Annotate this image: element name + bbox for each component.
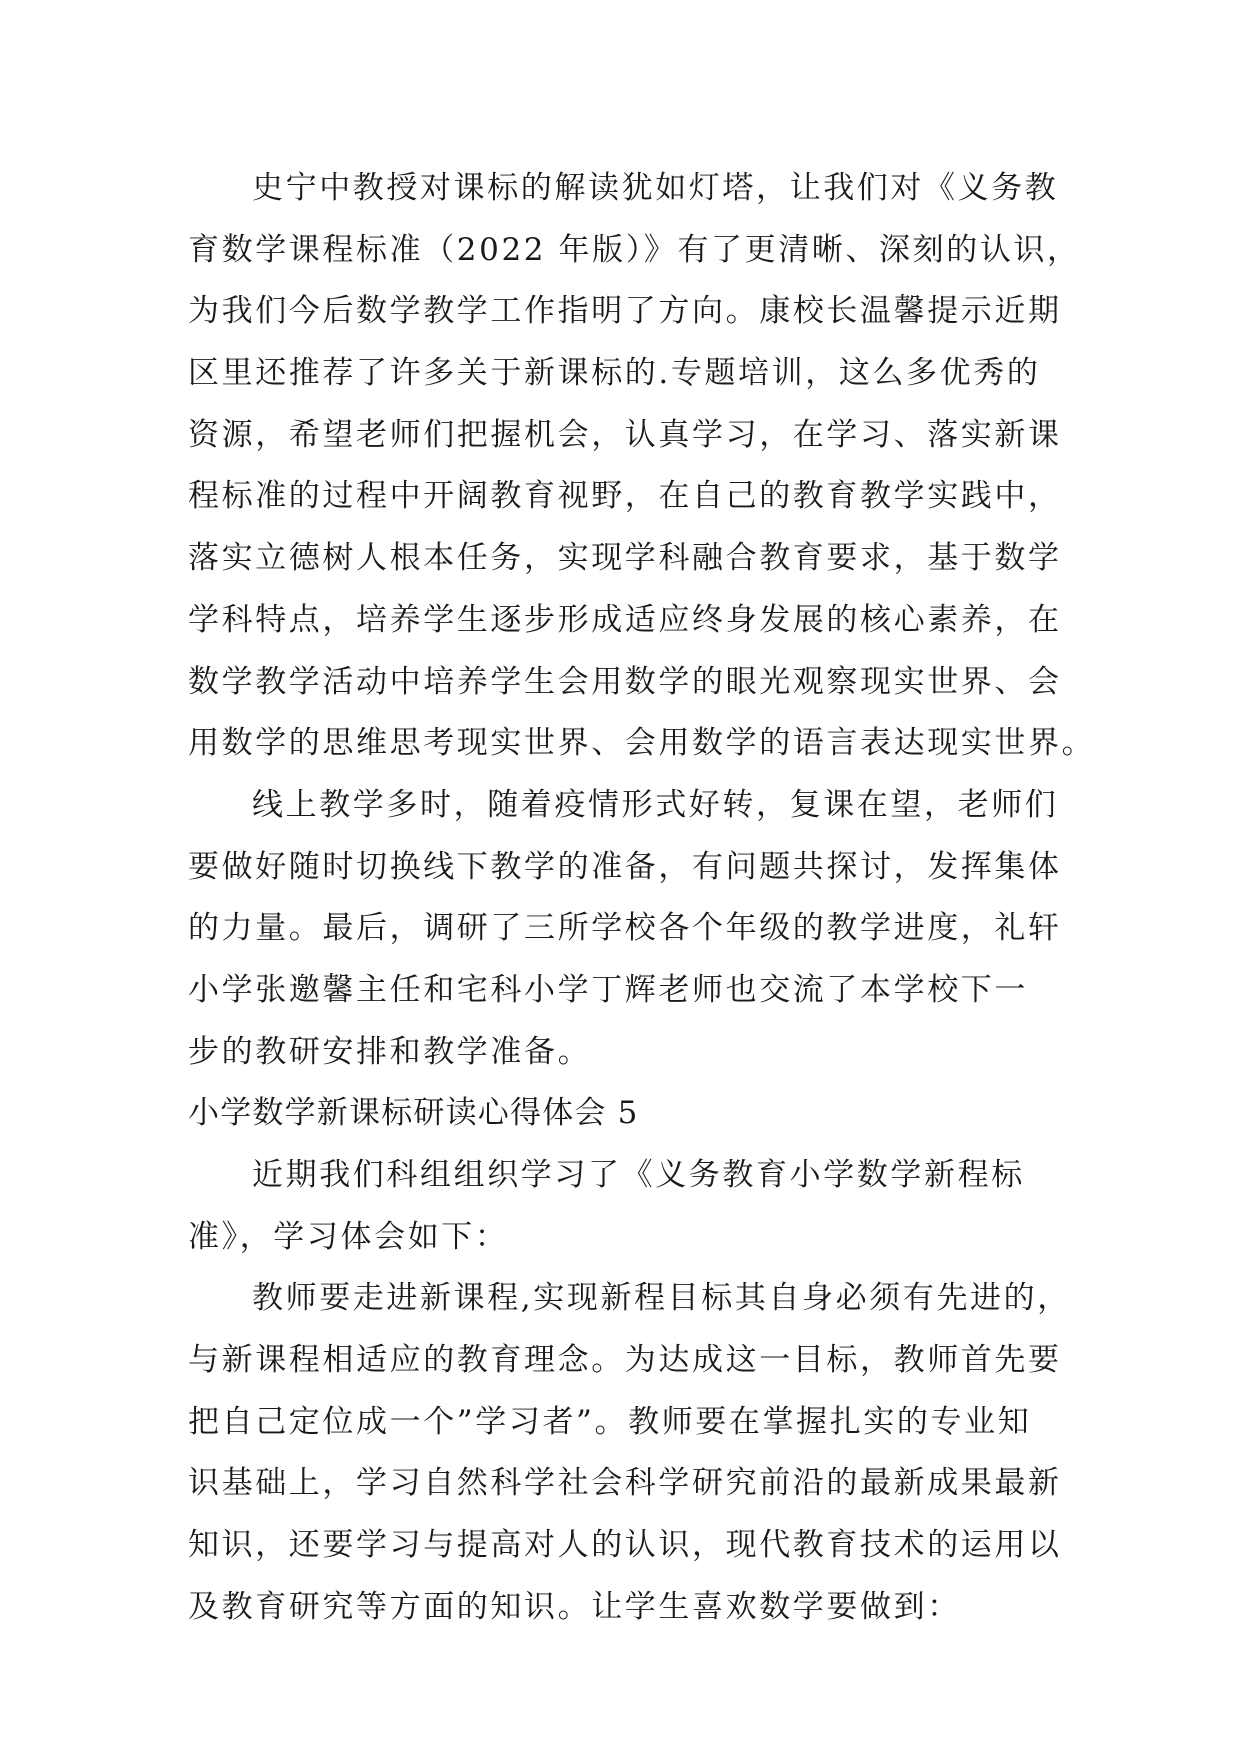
paragraph-2-line-2: 要做好随时切换线下教学的准备，有问题共探讨，发挥集体	[188, 848, 1062, 885]
paragraph-1-line-3: 为我们今后数学教学工作指明了方向。康校长温馨提示近期	[188, 293, 1062, 330]
paragraph-1-line-7: 落实立德树人根本任务，实现学科融合教育要求，基于数学	[188, 540, 1062, 577]
paragraph-1-line-1: 史宁中教授对课标的解读犹如灯塔，让我们对《义务教	[252, 170, 1059, 206]
paragraph-2-line-1: 线上教学多时，随着疫情形式好转，复课在望，老师们	[252, 786, 1059, 823]
section-heading: 小学数学新课标研读心得体会 5	[188, 1095, 639, 1132]
paragraph-1-line-2: 育数学课程标准（2022 年版）》有了更清晰、深刻的认识，	[188, 231, 1081, 268]
paragraph-2-line-4: 小学张邀馨主任和宅科小学丁辉老师也交流了本学校下一	[188, 971, 1028, 1008]
paragraph-4-line-3: 把自己定位成一个”学习者”。教师要在掌握扎实的专业知	[188, 1403, 1032, 1440]
paragraph-2-line-5: 步的教研安排和教学准备。	[188, 1033, 592, 1070]
paragraph-1-line-4: 区里还推荐了许多关于新课标的.专题培训，这么多优秀的	[188, 355, 1041, 392]
paragraph-4-line-1: 教师要走进新课程,实现新程目标其自身必须有先进的，	[252, 1280, 1071, 1317]
paragraph-1-line-5: 资源，希望老师们把握机会，认真学习，在学习、落实新课	[188, 416, 1062, 453]
paragraph-2-line-3: 的力量。最后，调研了三所学校各个年级的教学进度，礼轩	[188, 910, 1062, 947]
paragraph-1-line-6: 程标准的过程中开阔教育视野，在自己的教育教学实践中，	[188, 478, 1062, 515]
paragraph-3-line-2: 准》，学习体会如下：	[188, 1218, 509, 1255]
paragraph-1-line-9: 数学教学活动中培养学生会用数学的眼光观察现实世界、会	[188, 663, 1062, 700]
paragraph-4-line-4: 识基础上，学习自然科学社会科学研究前沿的最新成果最新	[188, 1465, 1062, 1502]
paragraph-4-line-6: 及教育研究等方面的知识。让学生喜欢数学要做到：	[188, 1588, 961, 1625]
paragraph-4-line-2: 与新课程相适应的教育理念。为达成这一目标，教师首先要	[188, 1342, 1062, 1379]
paragraph-4-line-5: 知识，还要学习与提高对人的认识，现代教育技术的运用以	[188, 1527, 1062, 1564]
paragraph-3-line-1: 近期我们科组组织学习了《义务教育小学数学新程标	[252, 1157, 1025, 1193]
paragraph-1-line-8: 学科特点，培养学生逐步形成适应终身发展的核心素养，在	[188, 601, 1062, 638]
paragraph-1-line-10: 用数学的思维思考现实世界、会用数学的语言表达现实世界。	[188, 725, 1096, 762]
document-body	[188, 158, 1096, 1639]
